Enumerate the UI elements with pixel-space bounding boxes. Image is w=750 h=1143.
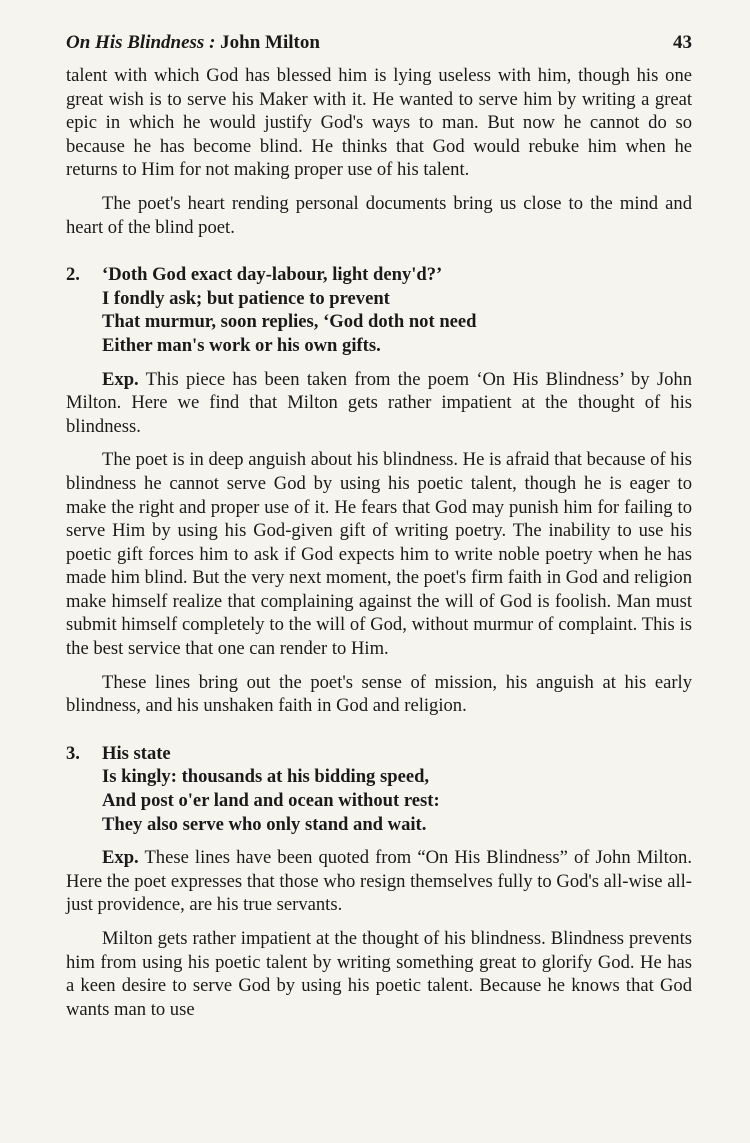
- verse-line: ‘Doth God exact day-labour, light deny'd?’: [102, 264, 443, 286]
- verse-line: They also serve who only stand and wait.: [102, 813, 427, 835]
- paragraph: The poet is in deep anguish about his blindness. He is afraid that because of his blindness he cannot serve God by using his poetic talent, though he is eager to make the right and proper use of it. He fears that God may punish him for failing to serve Him by using his God-given gift of writing poetry. The inability to use his poetic gift forces him to ask if God expects him to write noble poetry when he has made him blind. But the very next moment, the poet's firm faith in God and religion make himself realize that complaining against the will of God is foolish. Man must submit himself completely to the will of God, without murmur of complaint. This is the best service that one can render to Him.: [66, 449, 692, 660]
- paragraph: These lines bring out the poet's sense of mission, his anguish at his early blindness, and his unshaken faith in God and religion.: [66, 671, 692, 717]
- running-title: [66, 32, 320, 54]
- verse-line: His state: [102, 742, 171, 764]
- exp-label: Exp.: [102, 847, 139, 869]
- paragraph: The poet's heart rending personal documents bring us close to the mind and heart of the blind poet.: [66, 192, 692, 238]
- explanation-paragraph: [66, 368, 692, 439]
- explanation-text: These lines have been quoted from “On His Blindness” of John Milton. Here the poet expresses that those who resign themselves fully to God's all-wise all-just providence, are his true servants.: [66, 847, 692, 916]
- paragraph: talent with which God has blessed him is lying useless with him, though his one great wish is to serve his Maker with it. He wanted to serve him by writing a great epic in which he would justify God's ways to man. But now he cannot do so because he has become blind. He thinks that God would rebuke him when he returns to Him for not making proper use of his talent.: [66, 65, 692, 181]
- running-head: [66, 32, 692, 60]
- verse-lines: [102, 263, 477, 357]
- verse-line: That murmur, soon replies, ‘God doth not need: [102, 311, 477, 333]
- paragraph: Milton gets rather impatient at the thought of his blindness. Blindness prevents him from using his poetic talent by writing something great to glorify God. He has a keen desire to serve God by using his poetic talent. Because he knows that God wants man to use: [66, 928, 692, 1020]
- exp-label: Exp.: [102, 368, 139, 390]
- verse-line: And post o'er land and ocean without rest:: [102, 790, 440, 812]
- quoted-passage-3: [66, 742, 692, 836]
- verse-line: Is kingly: thousands at his bidding speed,: [102, 766, 430, 788]
- quoted-passage-2: [66, 263, 692, 357]
- running-title-poem: On His Blindness :: [66, 32, 216, 53]
- verse-lines: [102, 742, 440, 836]
- running-title-author: John Milton: [215, 32, 320, 53]
- explanation-text: This piece has been taken from the poem ‘On His Blindness’ by John Milton. Here we find that Milton gets rather impatient at the thought of his blindness.: [66, 368, 692, 437]
- verse-line: I fondly ask; but patience to prevent: [102, 287, 390, 309]
- explanation-paragraph: [66, 846, 692, 917]
- passage-number: 2.: [66, 264, 80, 286]
- page-number: 43: [673, 32, 692, 53]
- verse-line: Either man's work or his own gifts.: [102, 334, 381, 356]
- passage-number: 3.: [66, 742, 80, 764]
